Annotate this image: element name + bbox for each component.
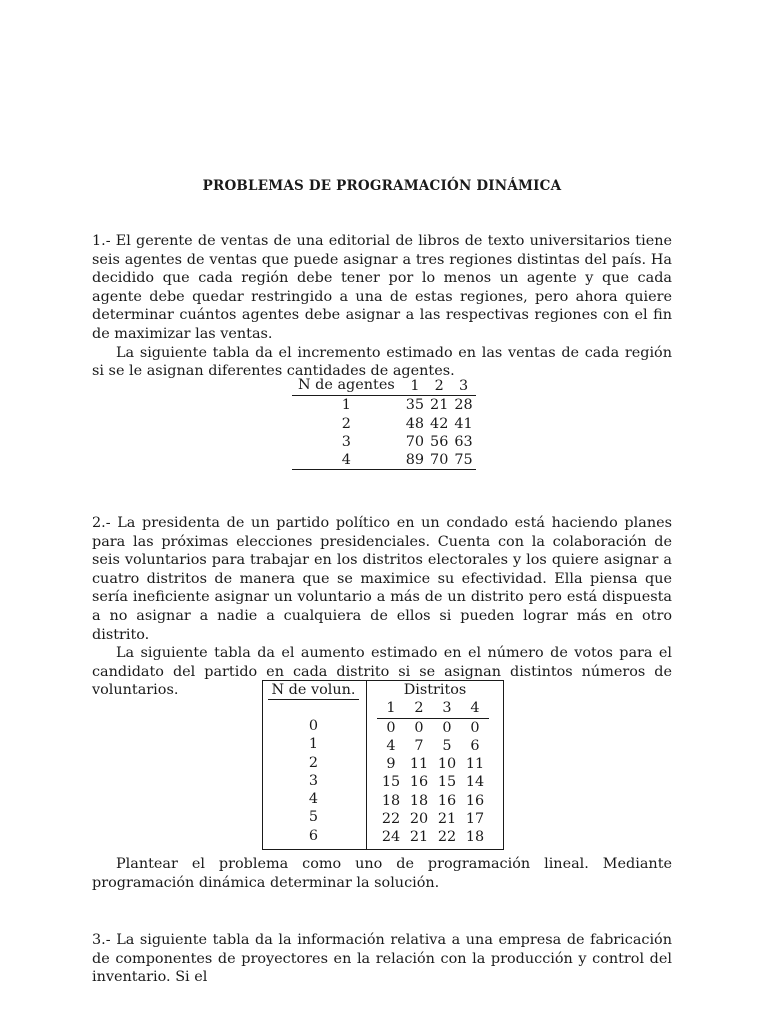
table-row	[377, 755, 489, 773]
table-cell: 11	[409, 756, 429, 773]
table-cell: 56	[430, 433, 449, 450]
table-row	[377, 737, 489, 755]
problem-1-statement: 1.- El gerente de ventas de una editorial de libros de texto universitarios tiene seis agentes de ventas que puede asignar a tres regiones distintas del país. Ha decidido que cada región debe tener por lo menos un agente y que cada agente debe quedar restringido a una de estas regiones, pero ahora quiere determinar cuántos agentes debe asignar a las respectivas regiones con el fin de maximizar las ventas.	[92, 233, 672, 342]
table-cell: 21	[437, 811, 457, 828]
row-label: 5	[308, 809, 319, 826]
problem-2-instructions	[92, 855, 672, 892]
table-cell: 63	[454, 433, 473, 450]
problem-1	[92, 232, 672, 381]
problem-2-statement: 2.- La presidenta de un partido político en un condado está haciendo planes para las próximas elecciones presidenciales. Cuenta con la colaboración de seis voluntarios para trabajar en los distritos electorales y los quiere asignar a cuatro distritos de manera que se maximice su efectividad. Ella piensa que sería ineficiente asignar un voluntario a más de un distrito pero está dispuesta a no asignar a nadie a cualquiera de ellos si pueden lograr más en otro distrito.	[92, 515, 672, 643]
table-cell: 24	[381, 829, 401, 846]
table-cell: 2	[341, 415, 351, 432]
table-cell: 4	[341, 452, 351, 469]
districts-grid	[377, 699, 489, 846]
table-cell: 0	[470, 719, 480, 736]
table-row	[377, 828, 489, 846]
table-row	[377, 718, 489, 737]
table-cell: 16	[437, 792, 457, 809]
table-cell: 42	[430, 415, 449, 432]
table-header-cell: 2	[434, 377, 444, 394]
problem-2-task: Plantear el problema como uno de programación lineal. Mediante programación dinámica determinar la solución.	[92, 856, 672, 891]
table-cell: 6	[470, 737, 480, 754]
table-cell: 28	[454, 397, 473, 414]
table-cell: 89	[405, 452, 425, 469]
table-row	[292, 451, 476, 470]
sales-table	[292, 376, 476, 470]
table-cell: 70	[405, 433, 425, 450]
table-row	[377, 810, 489, 828]
table-cell: 0	[386, 719, 396, 736]
table-row	[292, 396, 476, 415]
table-cell: 35	[405, 397, 425, 414]
table-cell: 17	[465, 811, 485, 828]
table-cell: 1	[341, 397, 351, 414]
table-cell: 0	[442, 719, 452, 736]
row-label: 3	[308, 772, 319, 789]
table-cell: 15	[381, 774, 401, 791]
table-row	[377, 773, 489, 791]
table-cell: 18	[465, 829, 485, 846]
table-cell: 41	[454, 415, 473, 432]
table-header-cell: 3	[442, 700, 452, 717]
table-cell: 22	[381, 811, 401, 828]
table-header-cell: 2	[414, 700, 424, 717]
table-cell: 75	[454, 452, 473, 469]
table-cell: 21	[430, 397, 449, 414]
table-cell: 7	[414, 737, 424, 754]
districts-header: Distritos	[403, 682, 467, 698]
table-header-cell: 1	[386, 700, 396, 717]
page-title: PROBLEMAS DE PROGRAMACIÓN DINÁMICA	[202, 178, 562, 194]
row-label: 0	[308, 718, 319, 734]
row-label: 6	[308, 827, 319, 844]
table-cell: 9	[386, 756, 396, 773]
row-label: 2	[308, 754, 319, 771]
row-label: 4	[308, 791, 319, 808]
table-cell: 20	[409, 811, 429, 828]
problem-3-statement: 3.- La siguiente tabla da la información relativa a una empresa de fabricación de componentes de proyectores en la relación con la producción y control del inventario. Si el	[92, 932, 672, 986]
table-cell: 11	[465, 756, 485, 773]
volunteers-column	[263, 681, 367, 849]
table-row	[292, 433, 476, 451]
table-cell: 16	[409, 774, 429, 791]
table-cell: 18	[409, 792, 429, 809]
table-cell: 4	[386, 737, 396, 754]
table-row	[292, 415, 476, 433]
table-cell: 70	[430, 452, 449, 469]
table-cell: 22	[437, 829, 457, 846]
table-header-cell: N de agentes	[298, 377, 395, 393]
table-header-cell: 1	[410, 377, 420, 394]
districts-block	[367, 681, 503, 847]
volunteers-header: N de volun.	[268, 681, 359, 700]
problem-3	[92, 931, 672, 987]
table-cell: 3	[341, 433, 351, 450]
votes-table	[262, 680, 504, 850]
table-cell: 48	[405, 415, 425, 432]
table-cell: 5	[442, 737, 452, 754]
table-cell: 14	[465, 774, 485, 791]
row-label: 1	[308, 736, 319, 753]
districts-column-header	[377, 699, 489, 718]
table-cell: 10	[437, 756, 457, 773]
table-cell: 0	[414, 719, 424, 736]
table-header-cell: 4	[470, 700, 480, 717]
table-cell: 21	[409, 829, 429, 846]
table-cell: 15	[437, 774, 457, 791]
problem-2-table-intro: La siguiente tabla da el aumento estimado en el número de votos para el candidato del partido en cada distrito si se asignan distintos números de voluntarios.	[92, 645, 672, 699]
table-cell: 18	[381, 792, 401, 809]
problem-2	[92, 514, 672, 700]
table-header-cell: 3	[458, 377, 469, 394]
sales-table-header	[292, 376, 476, 396]
table-row	[377, 792, 489, 810]
problem-1-table-intro: La siguiente tabla da el incremento estimado en las ventas de cada región si se le asignan diferentes cantidades de agentes.	[92, 344, 672, 380]
table-cell: 16	[465, 792, 485, 809]
